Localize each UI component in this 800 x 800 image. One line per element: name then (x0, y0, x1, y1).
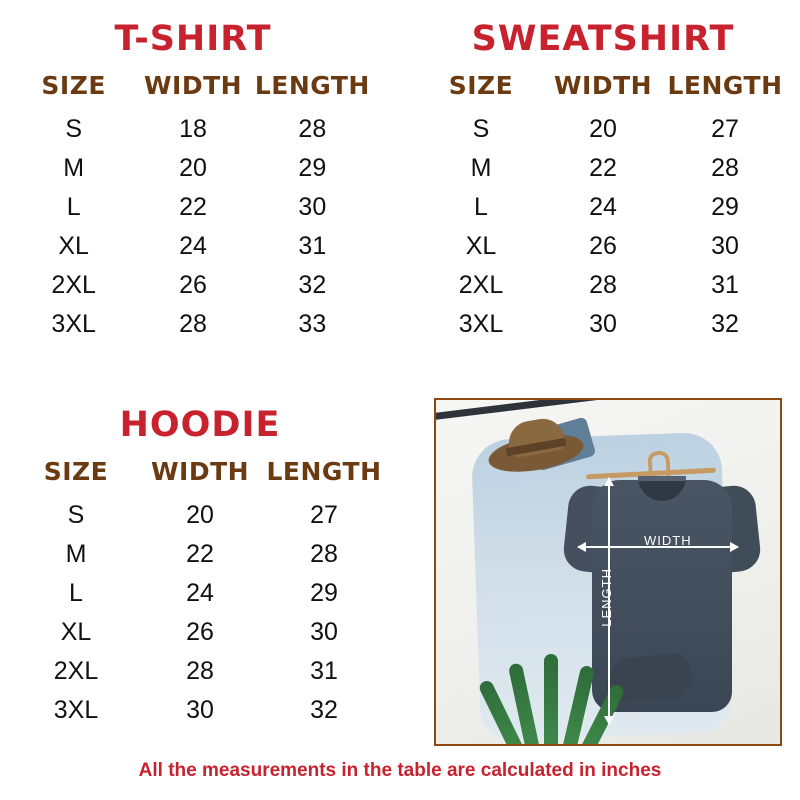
photo-inner (436, 400, 780, 744)
cell-size: 2XL (458, 271, 504, 299)
cell-length: 29 (711, 193, 739, 221)
hoodie-size-table (14, 455, 386, 730)
cell-length: 30 (310, 618, 338, 646)
cell-size: XL (60, 618, 92, 646)
column-header-length: LENGTH (667, 71, 783, 100)
cell-length: 32 (298, 271, 327, 299)
table-row (420, 188, 786, 227)
table-row (420, 305, 786, 344)
cell-size: L (66, 193, 81, 221)
table-row (420, 149, 786, 188)
cell-width: 22 (186, 540, 214, 568)
sweatshirt-size-block (420, 19, 786, 344)
cell-length: 31 (711, 271, 739, 299)
tshirt-title: T-SHIRT (114, 19, 272, 59)
cell-length: 27 (711, 115, 739, 143)
table-header-row (420, 69, 786, 110)
cell-width: 28 (186, 657, 214, 685)
column-header-length: LENGTH (254, 71, 370, 100)
column-header-width: WIDTH (553, 71, 653, 100)
cell-size: 3XL (458, 310, 504, 338)
cell-width: 22 (589, 154, 617, 182)
column-header-size: SIZE (448, 71, 514, 100)
table-row (14, 613, 386, 652)
cell-length: 32 (711, 310, 739, 338)
cell-size: S (65, 115, 82, 143)
table-row (420, 110, 786, 149)
cell-length: 28 (711, 154, 739, 182)
cell-width: 22 (179, 193, 207, 221)
cell-size: 3XL (53, 696, 99, 724)
table-header-row (14, 69, 372, 110)
cell-width: 26 (589, 232, 617, 260)
table-row (14, 574, 386, 613)
tshirt-size-table (14, 69, 372, 344)
column-header-width: WIDTH (143, 71, 243, 100)
plant (492, 640, 622, 746)
cell-length: 32 (310, 696, 338, 724)
column-header-size: SIZE (43, 457, 109, 486)
cell-length: 28 (298, 115, 327, 143)
cell-width: 24 (179, 232, 207, 260)
cell-size: S (67, 501, 85, 529)
cell-size: L (474, 193, 488, 221)
table-header-row (14, 455, 386, 496)
cell-length: 30 (298, 193, 327, 221)
width-label: WIDTH (644, 533, 692, 548)
cell-size: L (69, 579, 83, 607)
cell-width: 30 (186, 696, 214, 724)
cell-size: 3XL (51, 310, 96, 338)
cell-size: 2XL (53, 657, 99, 685)
table-row (420, 266, 786, 305)
cell-width: 24 (589, 193, 617, 221)
cell-size: XL (465, 232, 497, 260)
cell-width: 28 (589, 271, 617, 299)
sweatshirt-title: SWEATSHIRT (471, 19, 735, 59)
cell-size: M (65, 540, 87, 568)
table-row (14, 188, 372, 227)
table-row (14, 305, 372, 344)
table-row (14, 691, 386, 730)
hoodie-size-block (14, 405, 386, 730)
column-header-length: LENGTH (266, 457, 382, 486)
cell-width: 24 (186, 579, 214, 607)
cell-length: 31 (310, 657, 338, 685)
measurement-note: All the measurements in the table are calculated in inches (138, 760, 662, 781)
cell-length: 27 (310, 501, 338, 529)
measurement-photo (434, 398, 782, 746)
table-row (14, 110, 372, 149)
table-row (14, 266, 372, 305)
cell-width: 30 (589, 310, 617, 338)
cell-width: 20 (186, 501, 214, 529)
table-row (14, 535, 386, 574)
plant-leaf (544, 654, 558, 746)
column-header-width: WIDTH (150, 457, 250, 486)
table-row (420, 227, 786, 266)
sweatshirt-size-table (420, 69, 786, 344)
cell-size: S (472, 115, 490, 143)
cell-width: 20 (589, 115, 617, 143)
tshirt-size-block (14, 19, 372, 344)
cell-width: 18 (179, 115, 207, 143)
cell-width: 26 (179, 271, 207, 299)
hoodie-title: HOODIE (119, 405, 281, 445)
cell-length: 31 (298, 232, 327, 260)
table-row (14, 652, 386, 691)
cell-size: 2XL (51, 271, 96, 299)
cell-length: 30 (711, 232, 739, 260)
table-row (14, 149, 372, 188)
cell-size: M (63, 154, 85, 182)
table-row (14, 227, 372, 266)
cell-width: 26 (186, 618, 214, 646)
cell-length: 29 (310, 579, 338, 607)
table-row (14, 496, 386, 535)
length-label: LENGTH (599, 568, 614, 627)
cell-size: XL (58, 232, 89, 260)
cell-width: 28 (179, 310, 207, 338)
column-header-size: SIZE (41, 71, 106, 100)
cell-size: M (470, 154, 492, 182)
cell-length: 29 (298, 154, 327, 182)
cell-length: 33 (298, 310, 327, 338)
cell-width: 20 (179, 154, 207, 182)
cell-length: 28 (310, 540, 338, 568)
